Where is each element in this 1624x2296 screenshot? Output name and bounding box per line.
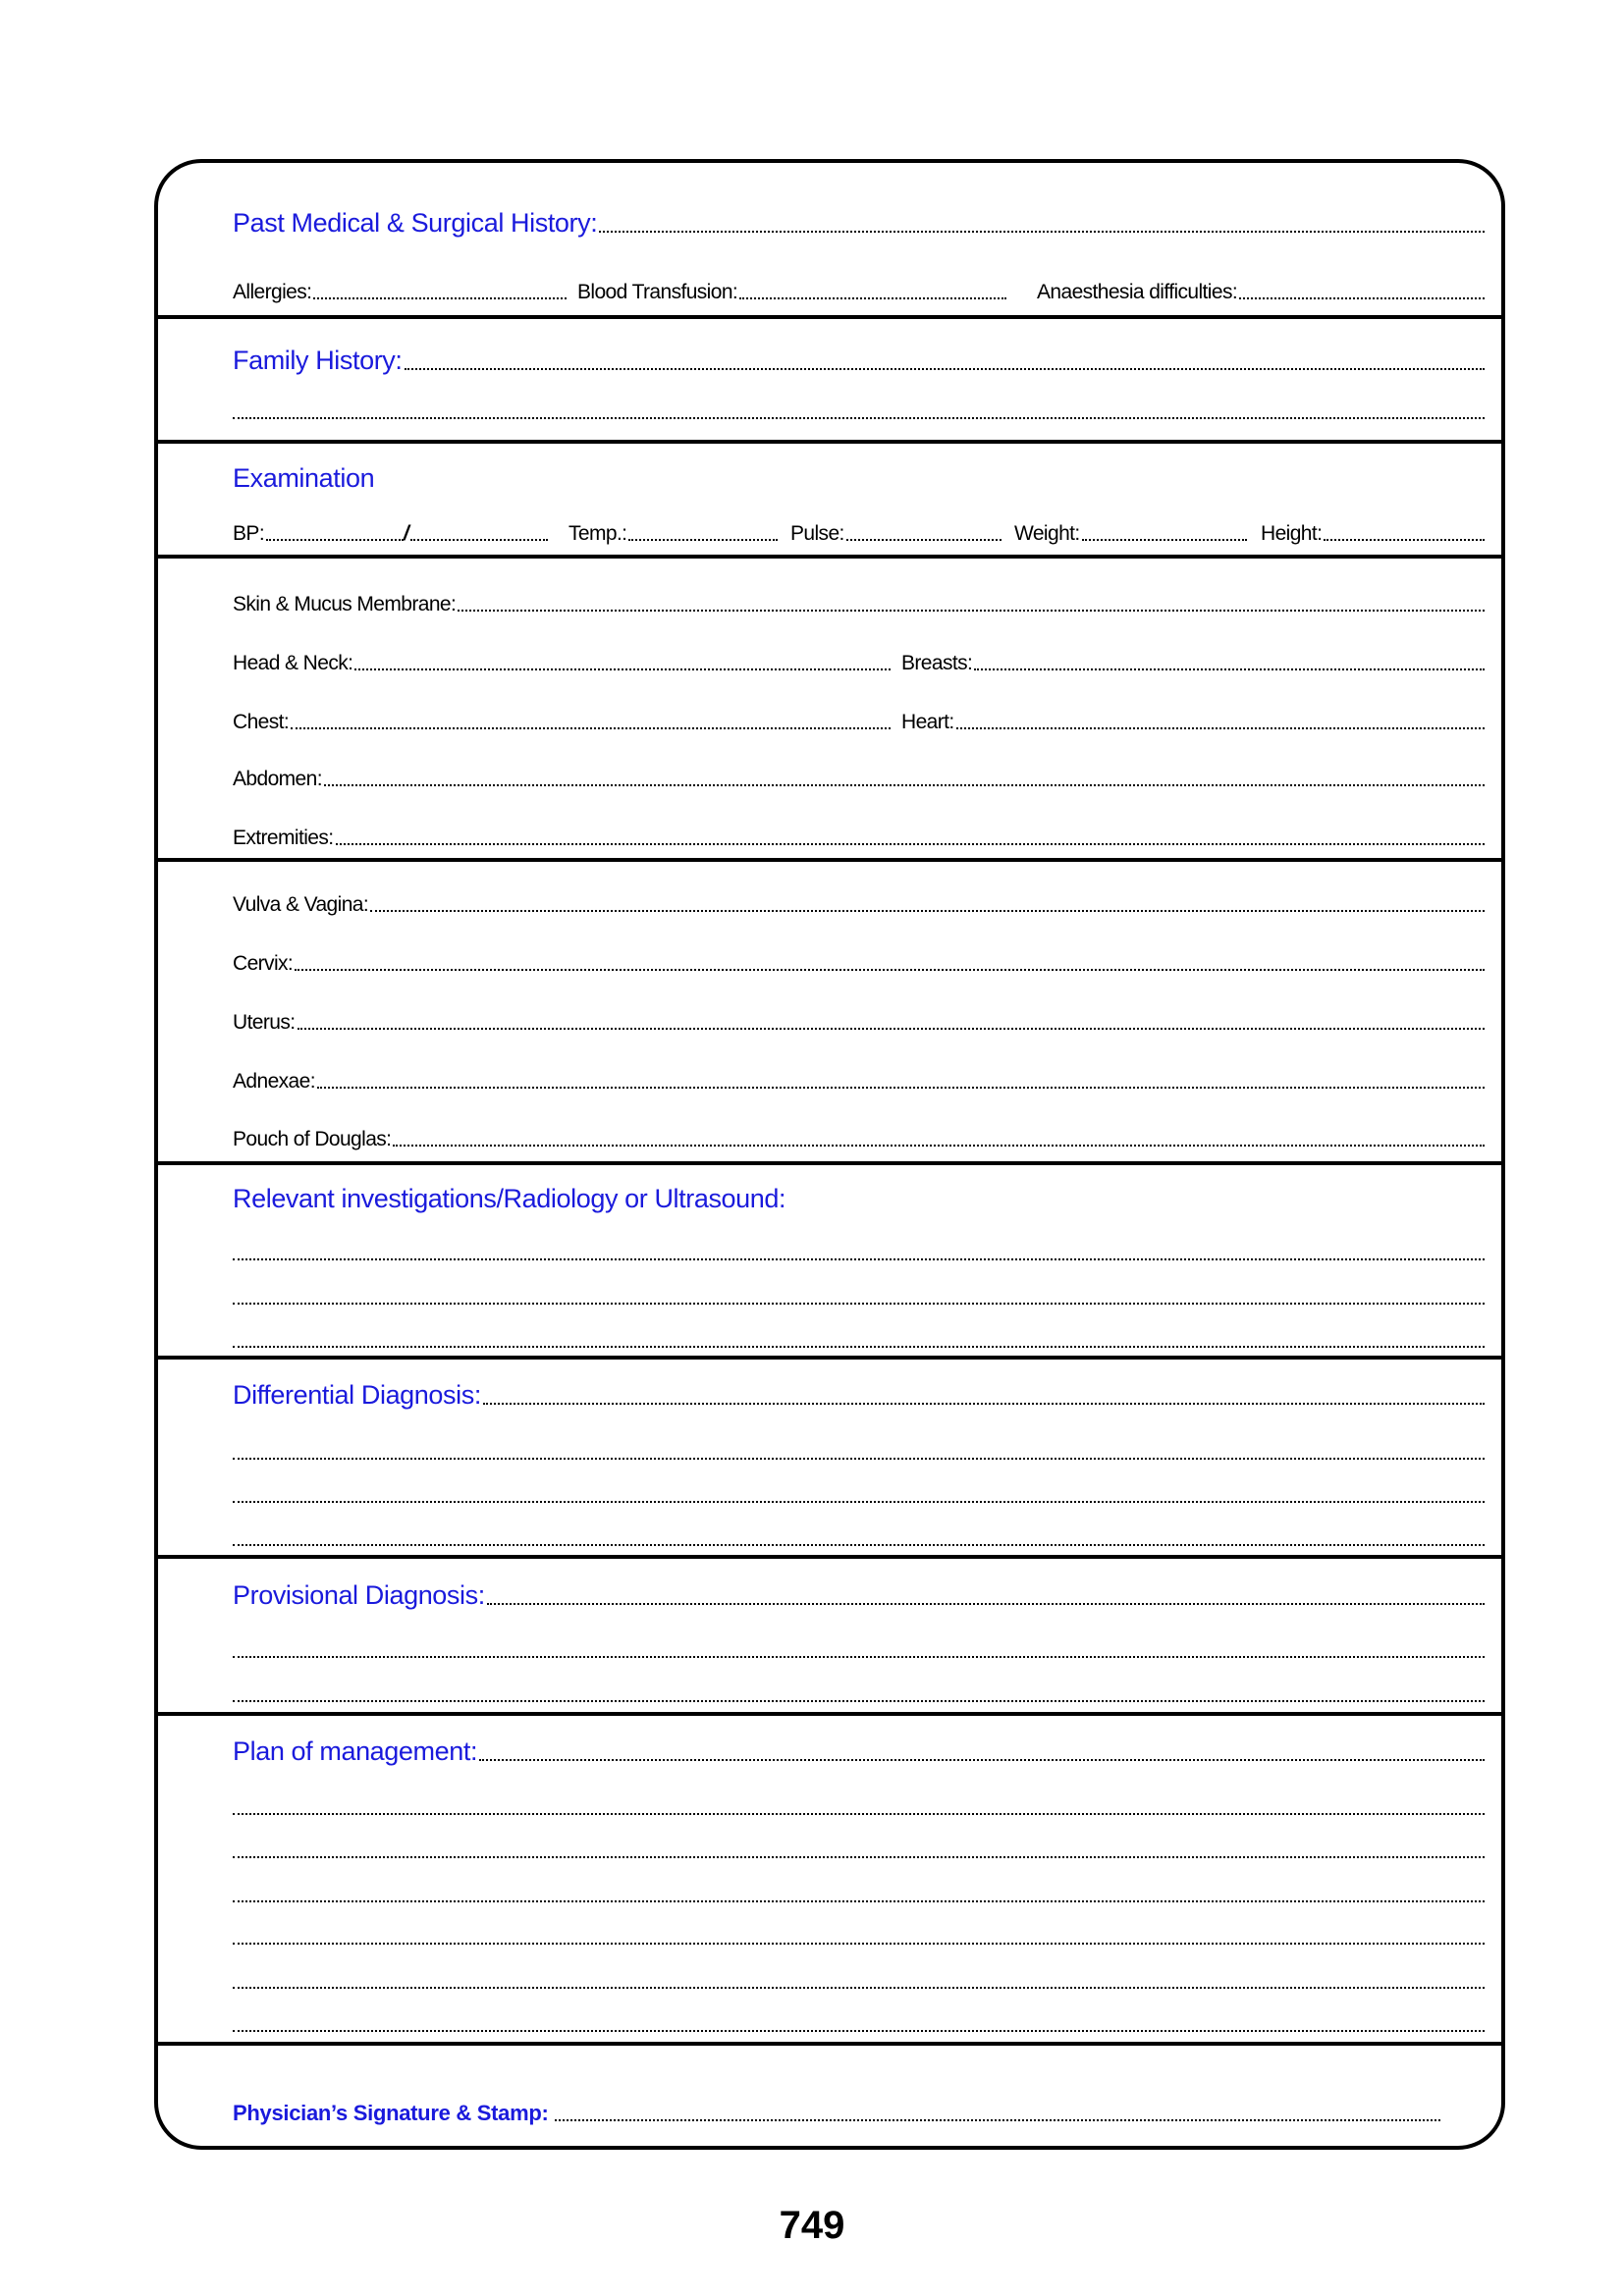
- vulva-field[interactable]: [233, 885, 1485, 917]
- fill-in-line[interactable]: [233, 1700, 1485, 1702]
- abdomen-label: Abdomen:: [233, 768, 322, 790]
- heart-label: Heart:: [901, 711, 954, 733]
- fill-in-line[interactable]: [233, 1346, 1485, 1348]
- divider: [154, 858, 1505, 862]
- blood-transfusion-label: Blood Transfusion:: [577, 281, 738, 303]
- plan-line[interactable]: [233, 1789, 1485, 1820]
- family-history-heading: Family History:: [233, 346, 403, 375]
- cervix-label: Cervix:: [233, 952, 294, 975]
- height-line[interactable]: [1324, 539, 1485, 541]
- plan-heading: Plan of management:: [233, 1736, 478, 1766]
- abdomen-field[interactable]: [233, 760, 1485, 791]
- adnexae-label: Adnexae:: [233, 1070, 315, 1093]
- fill-in-line[interactable]: [974, 668, 1485, 670]
- differential-line[interactable]: [233, 1433, 1485, 1465]
- bp-systolic-line[interactable]: [266, 539, 404, 541]
- divider: [154, 1555, 1505, 1559]
- divider: [154, 440, 1505, 444]
- breasts-label: Breasts:: [901, 652, 973, 674]
- plan-line[interactable]: [233, 1876, 1485, 1907]
- bp-label: BP:: [233, 522, 265, 545]
- chest-field[interactable]: [233, 703, 891, 734]
- signature-heading: Physician’s Signature & Stamp:: [233, 2101, 549, 2125]
- weight-line[interactable]: [1082, 539, 1247, 541]
- fill-in-line[interactable]: [483, 1403, 1485, 1405]
- fill-in-line[interactable]: [233, 1501, 1485, 1503]
- temp-line[interactable]: [628, 539, 778, 541]
- breasts-field[interactable]: [901, 644, 1485, 675]
- pulse-label: Pulse:: [790, 522, 844, 545]
- investigations-line[interactable]: [233, 1321, 1485, 1353]
- fill-in-line[interactable]: [233, 1458, 1485, 1460]
- pulse-field[interactable]: [790, 514, 1001, 546]
- plan-line[interactable]: [233, 2005, 1485, 2037]
- pouch-label: Pouch of Douglas:: [233, 1128, 392, 1150]
- anaesthesia-label: Anaesthesia difficulties:: [1037, 281, 1238, 303]
- fill-in-line[interactable]: [295, 969, 1485, 971]
- divider: [154, 1712, 1505, 1716]
- extremities-label: Extremities:: [233, 827, 334, 849]
- past-history-line[interactable]: [599, 231, 1485, 233]
- plan-line[interactable]: [233, 1962, 1485, 1994]
- past-history-field[interactable]: [233, 206, 1485, 238]
- fill-in-line[interactable]: [956, 727, 1485, 729]
- height-field[interactable]: [1261, 514, 1485, 546]
- height-label: Height:: [1261, 522, 1323, 545]
- vulva-label: Vulva & Vagina:: [233, 893, 369, 916]
- fill-in-line[interactable]: [233, 1544, 1485, 1546]
- divider: [154, 555, 1505, 559]
- fill-in-line[interactable]: [336, 843, 1486, 845]
- examination-heading: Examination: [233, 463, 375, 493]
- weight-field[interactable]: [1014, 514, 1247, 546]
- page-number: 749: [779, 2204, 845, 2247]
- weight-label: Weight:: [1014, 522, 1080, 545]
- allergies-label: Allergies:: [233, 281, 312, 303]
- fill-in-line[interactable]: [233, 2030, 1485, 2032]
- fill-in-line[interactable]: [354, 668, 891, 670]
- fill-in-line[interactable]: [233, 1303, 1485, 1305]
- cervix-field[interactable]: [233, 944, 1485, 976]
- signature-field[interactable]: [233, 2095, 1440, 2126]
- family-history-field[interactable]: [233, 344, 1485, 375]
- fill-in-line[interactable]: [370, 910, 1485, 912]
- form-row: [233, 1182, 1485, 1213]
- plan-field[interactable]: [233, 1735, 1485, 1766]
- fill-in-line[interactable]: [233, 1900, 1485, 1902]
- temp-label: Temp.:: [568, 522, 627, 545]
- heart-field[interactable]: [901, 703, 1485, 734]
- head-neck-label: Head & Neck:: [233, 652, 353, 674]
- blood-transfusion-line[interactable]: [739, 297, 1006, 299]
- form-row: [233, 514, 1485, 546]
- chest-label: Chest:: [233, 711, 290, 733]
- differential-heading: Differential Diagnosis:: [233, 1380, 481, 1410]
- investigations-line[interactable]: [233, 1278, 1485, 1309]
- fill-in-line[interactable]: [298, 1028, 1486, 1030]
- allergies-field[interactable]: [233, 273, 567, 304]
- fill-in-line[interactable]: [555, 2119, 1441, 2121]
- divider: [154, 315, 1505, 319]
- differential-line[interactable]: [233, 1520, 1485, 1551]
- skin-label: Skin & Mucus Membrane:: [233, 593, 457, 615]
- fill-in-line[interactable]: [233, 1987, 1485, 1989]
- provisional-line[interactable]: [233, 1676, 1485, 1707]
- fill-in-line[interactable]: [393, 1145, 1485, 1147]
- head-neck-field[interactable]: [233, 644, 891, 675]
- fill-in-line[interactable]: [233, 1943, 1485, 1945]
- plan-line[interactable]: [233, 1832, 1485, 1863]
- anaesthesia-line[interactable]: [1239, 297, 1485, 299]
- fill-in-line[interactable]: [324, 784, 1485, 786]
- differential-line[interactable]: [233, 1476, 1485, 1508]
- family-history-line[interactable]: [405, 368, 1485, 370]
- temp-field[interactable]: [568, 514, 778, 546]
- divider: [154, 1356, 1505, 1360]
- fill-in-line[interactable]: [233, 1813, 1485, 1815]
- extremities-field[interactable]: [233, 819, 1485, 850]
- bp-field[interactable]: [233, 514, 548, 546]
- provisional-field[interactable]: [233, 1578, 1485, 1610]
- plan-line[interactable]: [233, 1918, 1485, 1949]
- form-row: [233, 644, 1485, 675]
- investigations-line[interactable]: [233, 1234, 1485, 1265]
- fill-in-line[interactable]: [458, 610, 1485, 612]
- pulse-line[interactable]: [846, 539, 1001, 541]
- form-row: [233, 703, 1485, 734]
- fill-in-line[interactable]: [291, 727, 891, 729]
- blood-transfusion-field[interactable]: [577, 273, 1006, 304]
- form-row: [233, 461, 1485, 493]
- bp-diastolic-line[interactable]: [410, 539, 548, 541]
- provisional-line[interactable]: [233, 1631, 1485, 1663]
- skin-field[interactable]: [233, 585, 1485, 616]
- fill-in-line[interactable]: [233, 1656, 1485, 1658]
- fill-in-line[interactable]: [233, 417, 1485, 419]
- provisional-heading: Provisional Diagnosis:: [233, 1580, 485, 1610]
- fill-in-line[interactable]: [233, 1258, 1485, 1260]
- divider: [154, 1161, 1505, 1165]
- bp-separator: /: [403, 522, 409, 545]
- family-history-line-2[interactable]: [233, 393, 1485, 424]
- differential-field[interactable]: [233, 1378, 1485, 1410]
- fill-in-line[interactable]: [487, 1603, 1485, 1605]
- fill-in-line[interactable]: [317, 1087, 1485, 1089]
- past-history-heading: Past Medical & Surgical History:: [233, 208, 598, 238]
- investigations-heading: Relevant investigations/Radiology or Ultrasound:: [233, 1184, 786, 1213]
- allergies-line[interactable]: [313, 297, 567, 299]
- form-row: [233, 273, 1485, 304]
- fill-in-line[interactable]: [479, 1759, 1485, 1761]
- anaesthesia-field[interactable]: [1037, 273, 1485, 304]
- adnexae-field[interactable]: [233, 1062, 1485, 1094]
- uterus-label: Uterus:: [233, 1011, 296, 1034]
- uterus-field[interactable]: [233, 1003, 1485, 1035]
- divider: [154, 2042, 1505, 2046]
- pouch-of-douglas-field[interactable]: [233, 1120, 1485, 1151]
- fill-in-line[interactable]: [233, 1856, 1485, 1858]
